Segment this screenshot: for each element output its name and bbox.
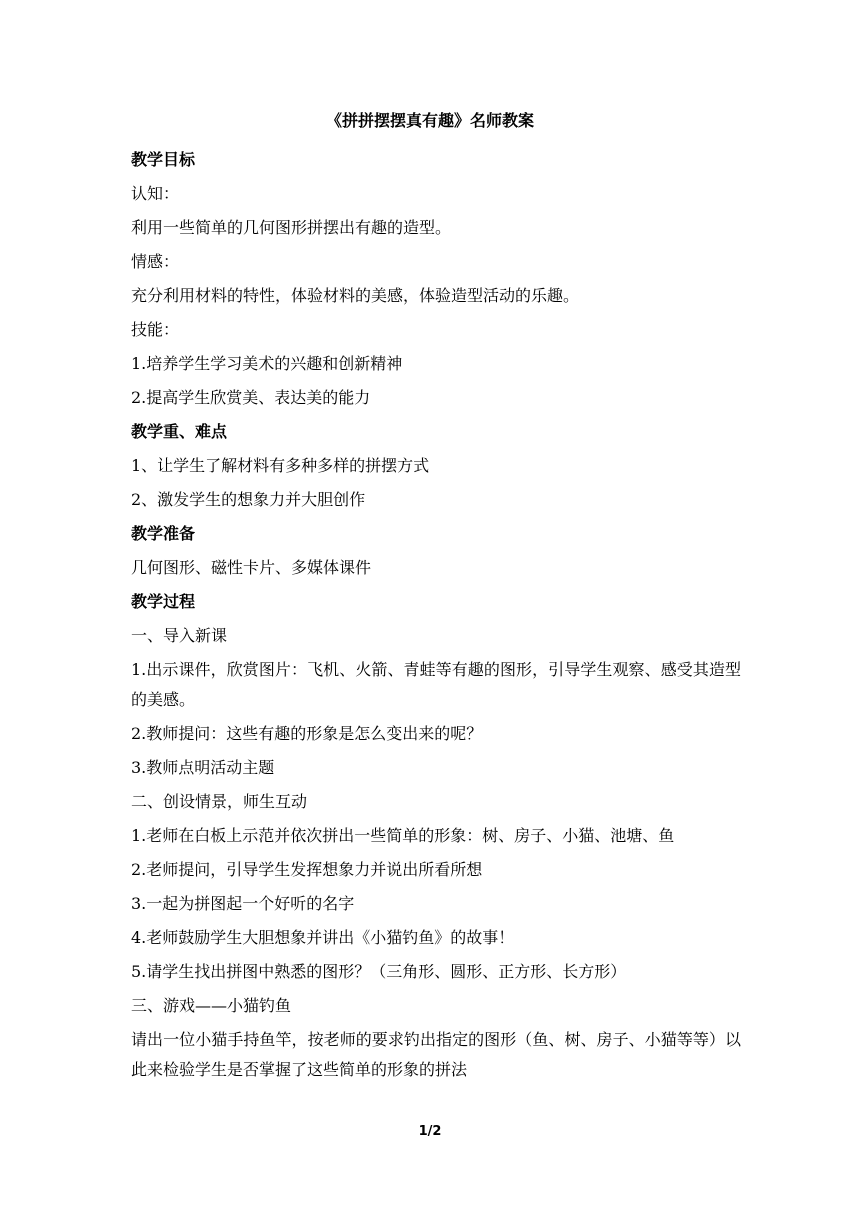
section-heading-preparation: 教学准备 bbox=[131, 524, 196, 543]
process-part1-item: 1.出示课件，欣赏图片：飞机、火箭、青蛙等有趣的图形，引导学生观察、感受其造型的美感。 bbox=[131, 660, 741, 709]
process-part2-title: 二、创设情景，师生互动 bbox=[131, 792, 308, 811]
process-part1-item: 3.教师点明活动主题 bbox=[131, 758, 275, 777]
goal-cognition-label: 认知： bbox=[131, 184, 180, 203]
page-number: 1/2 bbox=[418, 1124, 442, 1139]
process-part2-item: 3.一起为拼图起一个好听的名字 bbox=[131, 894, 355, 913]
key-point-item: 2、激发学生的想象力并大胆创作 bbox=[131, 490, 366, 509]
process-part2-item: 1.老师在白板上示范并依次拼出一些简单的形象：树、房子、小猫、池塘、鱼 bbox=[131, 826, 675, 845]
goal-skill-item: 2.提高学生欣赏美、表达美的能力 bbox=[131, 388, 371, 407]
process-part2-item: 2.老师提问，引导学生发挥想象力并说出所看所想 bbox=[131, 860, 483, 879]
goal-skill-item: 1.培养学生学习美术的兴趣和创新精神 bbox=[131, 354, 403, 373]
process-part1-item: 2.教师提问：这些有趣的形象是怎么变出来的呢？ bbox=[131, 724, 483, 743]
document-body bbox=[131, 143, 741, 1087]
process-part3-text: 请出一位小猫手持鱼竿，按老师的要求钓出指定的图形（鱼、树、房子、小猫等等）以此来检验学生是否掌握了这些简单的形象的拼法 bbox=[131, 1030, 741, 1079]
process-part2-item: 5.请学生找出拼图中熟悉的图形？（三角形、圆形、正方形、长方形） bbox=[131, 962, 627, 981]
goal-skill-label: 技能： bbox=[131, 320, 180, 339]
goal-emotion-text: 充分利用材料的特性，体验材料的美感，体验造型活动的乐趣。 bbox=[131, 286, 580, 305]
key-point-item: 1、让学生了解材料有多种多样的拼摆方式 bbox=[131, 456, 430, 475]
section-heading-process: 教学过程 bbox=[131, 592, 196, 611]
document-title: 《拼拼摆摆真有趣》名师教案 bbox=[325, 111, 534, 130]
process-part2-item: 4.老师鼓励学生大胆想象并讲出《小猫钓鱼》的故事！ bbox=[131, 928, 515, 947]
goal-cognition-text: 利用一些简单的几何图形拼摆出有趣的造型。 bbox=[131, 218, 452, 237]
preparation-text: 几何图形、磁性卡片、多媒体课件 bbox=[131, 558, 372, 577]
section-heading-key-points: 教学重、难点 bbox=[131, 422, 228, 441]
process-part1-title: 一、导入新课 bbox=[131, 626, 228, 645]
process-part3-title: 三、游戏——小猫钓鱼 bbox=[131, 996, 292, 1015]
section-heading-goals: 教学目标 bbox=[131, 150, 196, 169]
goal-emotion-label: 情感： bbox=[131, 252, 180, 271]
